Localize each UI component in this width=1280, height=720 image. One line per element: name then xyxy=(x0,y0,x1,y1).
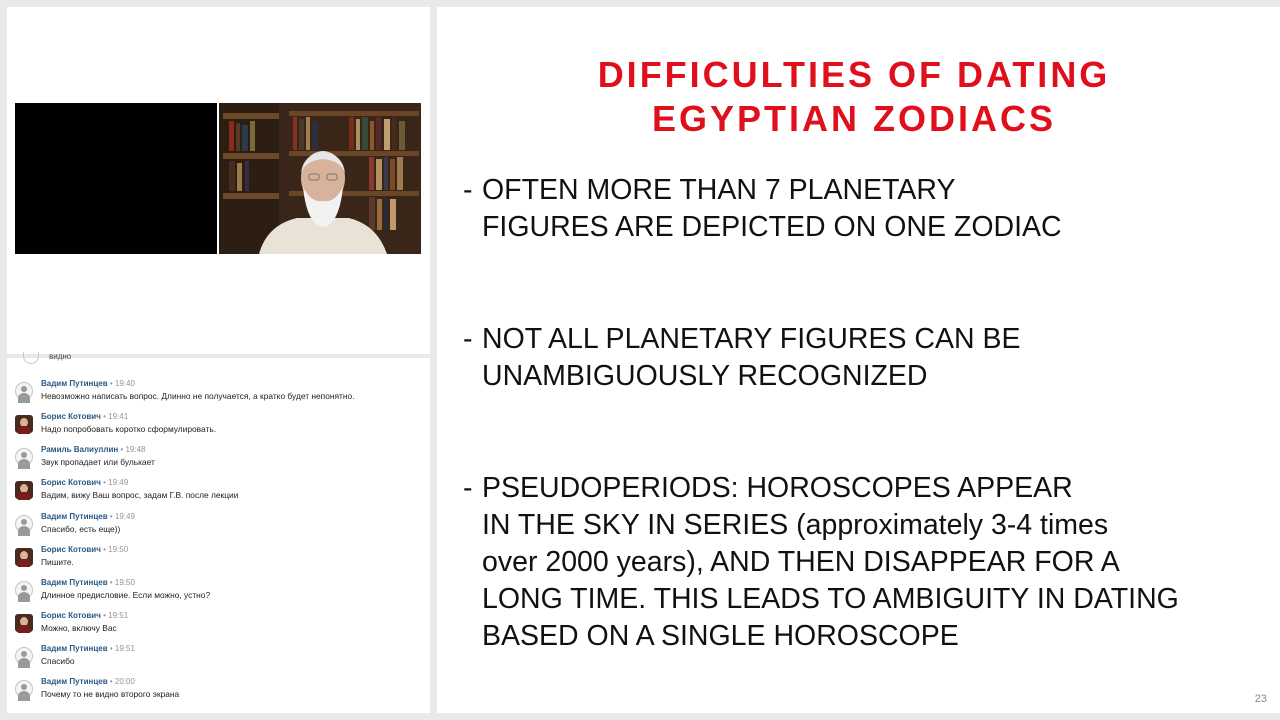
chat-author-name[interactable]: Вадим Путинцев xyxy=(41,644,108,653)
chat-message-text: Звук пропадает или булькает xyxy=(41,457,155,467)
chat-author-name[interactable]: Борис Котович xyxy=(41,412,101,421)
chat-message-text: Пишите. xyxy=(41,557,74,567)
chat-timestamp: 19:49 xyxy=(114,512,135,521)
chat-message-text: Вадим, вижу Ваш вопрос, задам Г.В. после лекции xyxy=(41,490,239,500)
chat-author-name[interactable]: Борис Котович xyxy=(41,611,101,620)
bullet-line: over 2000 years), AND THEN DISAPPEAR FOR A xyxy=(482,546,1120,578)
chat-message: Борис Котович • 19:49 Вадим, вижу Ваш вопрос, задам Г.В. после лекции xyxy=(15,475,425,505)
bullet-line: IN THE SKY IN SERIES (approximately 3-4 times xyxy=(482,509,1109,541)
chat-message-text: Спасибо xyxy=(41,656,75,666)
slide-title-line: DIFFICULTIES OF DATING xyxy=(597,54,1111,95)
chat-author-name[interactable]: Вадим Путинцев xyxy=(41,677,108,686)
video-tile-speaker[interactable] xyxy=(219,103,421,254)
speaker-camera-image xyxy=(219,103,421,254)
avatar[interactable] xyxy=(15,481,33,499)
avatar[interactable] xyxy=(15,647,33,665)
chat-message: Рамиль Валиуллин • 19:48 Звук пропадает или булькает xyxy=(15,442,425,472)
chat-author-name[interactable]: Борис Котович xyxy=(41,478,101,487)
avatar xyxy=(23,352,39,364)
chat-author-name[interactable]: Вадим Путинцев xyxy=(41,578,108,587)
chat-timestamp: 19:48 xyxy=(125,445,146,454)
chat-timestamp: 20:00 xyxy=(114,677,135,686)
chat-timestamp: 19:51 xyxy=(114,644,135,653)
chat-panel[interactable] xyxy=(7,352,430,713)
chat-message: Борис Котович • 19:51 Можно, включу Вас xyxy=(15,608,425,638)
chat-message-text: Почему то не видно второго экрана xyxy=(41,689,180,699)
chat-timestamp: 19:51 xyxy=(108,611,129,620)
avatar[interactable] xyxy=(15,581,33,599)
chat-message: Вадим Путинцев • 19:50 Длинное предисловие. Если можно, устно? xyxy=(15,575,425,605)
avatar[interactable] xyxy=(15,448,33,466)
video-tile-empty[interactable] xyxy=(15,103,217,254)
video-panel xyxy=(7,7,430,354)
chat-message: Вадим Путинцев • 19:51 Спасибо xyxy=(15,641,425,671)
chat-message-text: Невозможно написать вопрос. Длинно не получается, а кратко будет непонятно. xyxy=(41,391,355,401)
chat-author-name[interactable]: Вадим Путинцев xyxy=(41,379,108,388)
chat-message-text: видно xyxy=(49,352,72,361)
bullet-line: BASED ON A SINGLE HOROSCOPE xyxy=(482,620,959,652)
bullet-line: OFTEN MORE THAN 7 PLANETARY xyxy=(482,174,956,206)
bullet-line: FIGURES ARE DEPICTED ON ONE ZODIAC xyxy=(482,211,1062,243)
chat-timestamp: 19:50 xyxy=(108,545,129,554)
chat-timestamp: 19:41 xyxy=(108,412,129,421)
chat-message: Вадим Путинцев • 19:49 Спасибо, есть еще)) xyxy=(15,509,425,539)
bullet-line: LONG TIME. THIS LEADS TO AMBIGUITY IN DATING xyxy=(482,583,1179,615)
chat-timestamp: 19:40 xyxy=(114,379,135,388)
avatar[interactable] xyxy=(15,382,33,400)
chat-message: Вадим Путинцев • 20:00 Почему то не видно второго экрана xyxy=(15,674,425,704)
chat-author-name[interactable]: Борис Котович xyxy=(41,545,101,554)
presentation-slide xyxy=(437,7,1280,713)
chat-timestamp: 19:49 xyxy=(108,478,129,487)
bullet-dash: - xyxy=(463,174,473,206)
chat-message-text: Надо попробовать коротко сформулировать. xyxy=(41,424,217,434)
bullet-line: UNAMBIGUOUSLY RECOGNIZED xyxy=(482,360,928,392)
avatar[interactable] xyxy=(15,515,33,533)
bullet-dash: - xyxy=(463,472,473,504)
slide-title-line: EGYPTIAN ZODIACS xyxy=(651,98,1057,139)
chat-message-partial xyxy=(15,352,315,368)
slide-title xyxy=(437,53,1271,141)
avatar[interactable] xyxy=(15,548,33,566)
chat-message-text: Длинное предисловие. Если можно, устно? xyxy=(41,590,211,600)
avatar[interactable] xyxy=(15,680,33,698)
avatar[interactable] xyxy=(15,415,33,433)
bullet-dash: - xyxy=(463,323,473,355)
chat-author-name[interactable]: Вадим Путинцев xyxy=(41,512,108,521)
chat-timestamp: 19:50 xyxy=(114,578,135,587)
chat-message: Вадим Путинцев • 19:40 Невозможно написать вопрос. Длинно не получается, а кратко будет непонятно. xyxy=(15,376,425,406)
chat-message: Борис Котович • 19:50 Пишите. xyxy=(15,542,425,572)
chat-author-name[interactable]: Рамиль Валиуллин xyxy=(41,445,119,454)
bullet-line: PSEUDOPERIODS: HOROSCOPES APPEAR xyxy=(482,472,1073,504)
slide-page-number: 23 xyxy=(1254,693,1267,705)
chat-message-text: Можно, включу Вас xyxy=(41,623,117,633)
bullet-line: NOT ALL PLANETARY FIGURES CAN BE xyxy=(482,323,1021,355)
chat-message-text: Спасибо, есть еще)) xyxy=(41,524,121,534)
avatar[interactable] xyxy=(15,614,33,632)
chat-message: Борис Котович • 19:41 Надо попробовать коротко сформулировать. xyxy=(15,409,425,439)
